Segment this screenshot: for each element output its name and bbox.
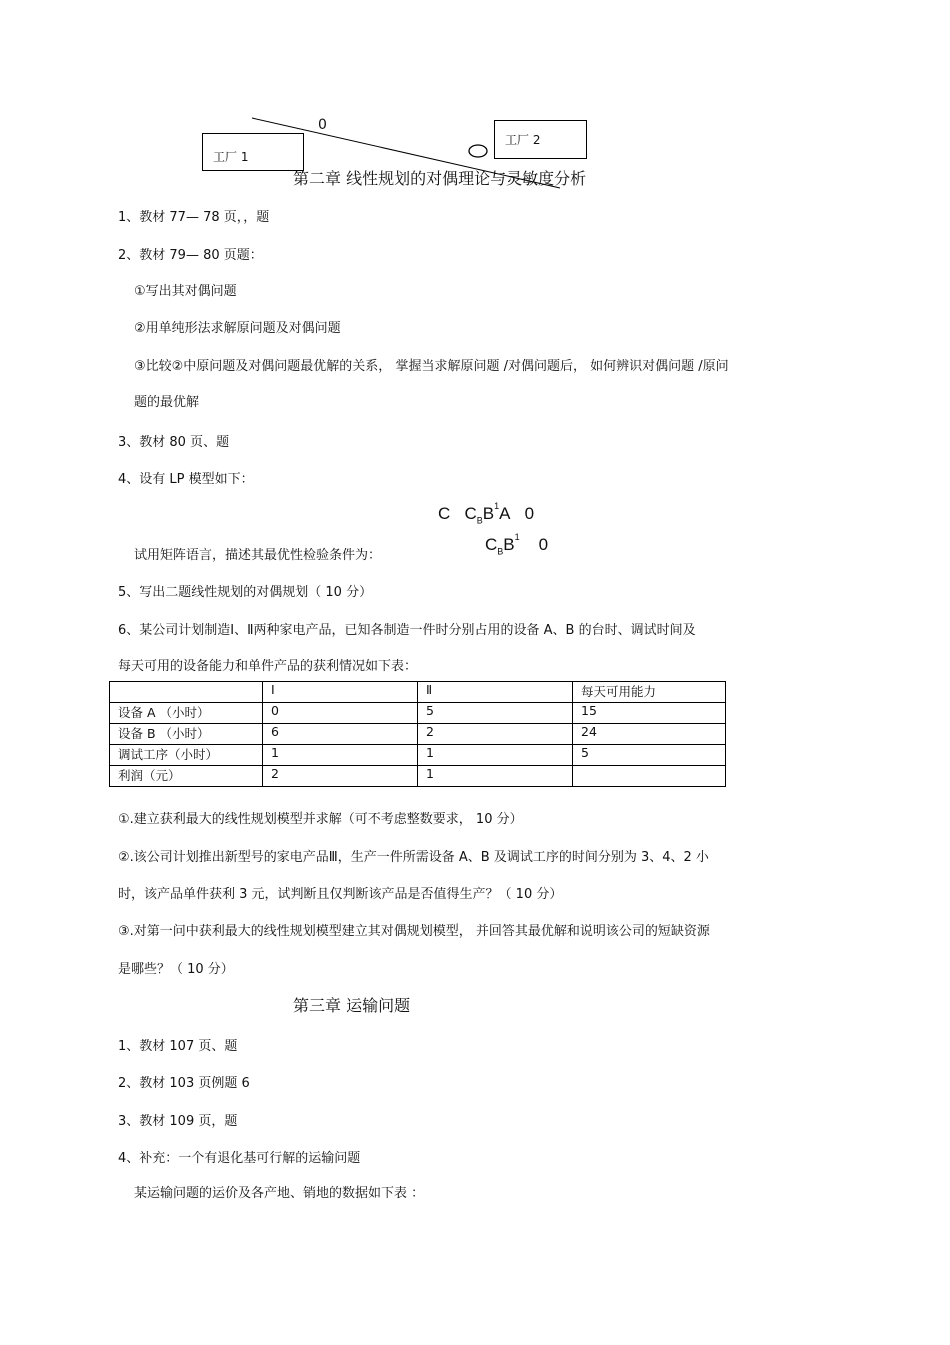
equipment-table: [109, 681, 726, 787]
table-row: [110, 745, 726, 766]
ch3-q2: 2、教材 103 页例题 6: [118, 1076, 250, 1091]
ch2-q2-c-line1: ③比较②中原问题及对偶问题最优解的关系， 掌握当求解原问题 /对偶问题后， 如何辨识对偶问题 /原问: [134, 359, 729, 374]
table-cell: 24: [573, 724, 726, 745]
table-row: [110, 766, 726, 787]
ch3-q3: 3、教材 109 页，题: [118, 1114, 238, 1129]
table-row: [110, 724, 726, 745]
ch2-q2-a: ①写出其对偶问题: [134, 284, 237, 299]
table-cell: 设备 A （小时）: [110, 703, 263, 724]
table-cell: Ⅰ: [263, 682, 418, 703]
table-cell: 2: [418, 724, 573, 745]
table-cell: 每天可用能力: [573, 682, 726, 703]
table-cell: 设备 B （小时）: [110, 724, 263, 745]
table-header-row: [110, 682, 726, 703]
ch2-q1: 1、教材 77— 78 页，，题: [118, 210, 270, 225]
ch2-q2-b: ②用单纯形法求解原问题及对偶问题: [134, 321, 341, 336]
table-cell: 调试工序（小时）: [110, 745, 263, 766]
ch2-q6-c-line1: ③.对第一问中获利最大的线性规划模型建立其对偶规划模型， 并回答其最优解和说明该公司的短缺资源: [118, 924, 710, 939]
table-cell: 5: [418, 703, 573, 724]
table-cell: 利润（元）: [110, 766, 263, 787]
table-cell: 6: [263, 724, 418, 745]
table-cell: [573, 766, 726, 787]
ch2-q6-line2: 每天可用的设备能力和单件产品的获利情况如下表：: [118, 659, 418, 674]
diagram-node-circle: [469, 145, 487, 157]
chapter2-title: 第二章 线性规划的对偶理论与灵敏度分析: [293, 169, 587, 188]
ch3-q4: 4、补充：一个有退化基可行解的运输问题: [118, 1151, 361, 1166]
ch2-q6-b-line2: 时，该产品单件获利 3 元，试判断且仅判断该产品是否值得生产？（ 10 分）: [118, 887, 563, 902]
ch2-q6-c-line2: 是哪些？（ 10 分）: [118, 962, 234, 977]
formula-line2: $C_BB^1$ 0: [485, 532, 549, 557]
factory1-label: 工厂 1: [213, 150, 249, 164]
ch2-q2-c-line2: 题的最优解: [134, 395, 200, 410]
table-cell: Ⅱ: [418, 682, 573, 703]
factory2-label: 工厂 2: [505, 133, 541, 147]
factory2-box: [494, 120, 587, 159]
table-cell: 1: [418, 766, 573, 787]
diagram-zero-mark: 0: [318, 117, 327, 133]
table-cell: 15: [573, 703, 726, 724]
formula-line1: C $C_BB^1A$ 0: [438, 501, 535, 526]
table-cell: 0: [263, 703, 418, 724]
ch2-q6-line1: 6、某公司计划制造Ⅰ、Ⅱ两种家电产品，已知各制造一件时分别占用的设备 A、B 的台时、调试时间及: [118, 623, 696, 638]
table-cell: 2: [263, 766, 418, 787]
ch2-q3: 3、教材 80 页、题: [118, 435, 230, 450]
table-cell: 1: [263, 745, 418, 766]
ch2-q6-b-line1: ②.该公司计划推出新型号的家电产品Ⅲ，生产一件所需设备 A、B 及调试工序的时间分别为 3、4、2 小: [118, 850, 709, 865]
factory1-box: [202, 133, 304, 171]
table-cell: 1: [418, 745, 573, 766]
table-row: [110, 703, 726, 724]
ch3-q4-desc: 某运输问题的运价及各产地、销地的数据如下表 ：: [134, 1186, 425, 1201]
ch2-q4: 4、设有 LP 模型如下：: [118, 472, 254, 487]
ch3-q1: 1、教材 107 页、题: [118, 1039, 238, 1054]
ch2-q5: 5、写出二题线性规划的对偶规划（ 10 分）: [118, 585, 373, 600]
table-cell: 5: [573, 745, 726, 766]
ch2-q6-a: ①.建立获利最大的线性规划模型并求解（可不考虑整数要求， 10 分）: [118, 812, 523, 827]
ch2-q2: 2、教材 79— 80 页题：: [118, 248, 263, 263]
ch2-q4-desc: 试用矩阵语言，描述其最优性检验条件为：: [134, 548, 382, 563]
chapter3-title: 第三章 运输问题: [293, 996, 411, 1015]
table-cell: [110, 682, 263, 703]
